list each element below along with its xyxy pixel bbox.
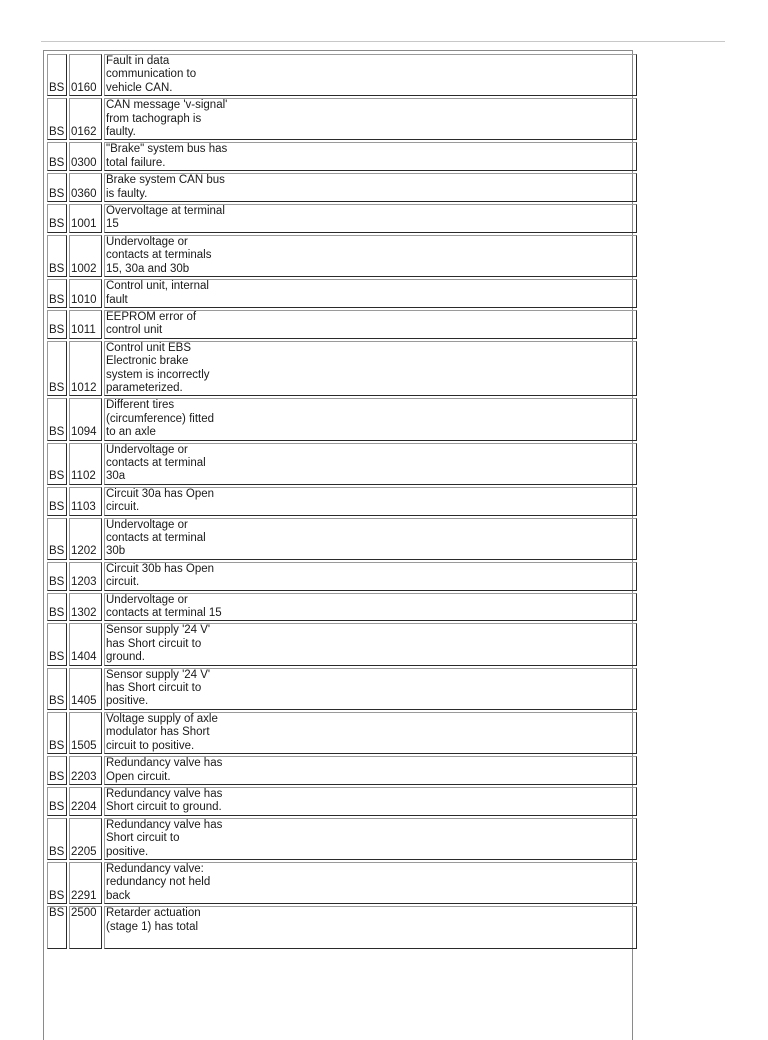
- code-cell: 1405: [69, 668, 102, 710]
- table-row: [47, 235, 637, 277]
- system-cell: BS: [47, 98, 67, 140]
- system-cell: BS: [47, 906, 67, 949]
- system-cell: BS: [47, 398, 67, 440]
- table-row: [47, 173, 637, 202]
- description-cell: Control unit EBS Electronic brake system is incorrectly parameterized.: [104, 341, 637, 397]
- system-cell: BS: [47, 862, 67, 904]
- page-top-divider: [41, 41, 725, 42]
- table-row: [47, 756, 637, 785]
- description-cell: Sensor supply '24 V' has Short circuit to ground.: [104, 623, 637, 665]
- fault-code-table: [45, 52, 639, 951]
- system-cell: BS: [47, 54, 67, 96]
- code-cell: 0160: [69, 54, 102, 96]
- description-cell: EEPROM error of control unit: [104, 310, 637, 339]
- system-cell: BS: [47, 562, 67, 591]
- description-cell: Retarder actuation (stage 1) has total: [104, 906, 637, 949]
- code-cell: 2205: [69, 818, 102, 860]
- code-cell: 1011: [69, 310, 102, 339]
- table-row: [47, 341, 637, 397]
- system-cell: BS: [47, 668, 67, 710]
- system-cell: BS: [47, 787, 67, 816]
- table-row: [47, 142, 637, 171]
- table-row: [47, 54, 637, 96]
- description-cell: Voltage supply of axle modulator has Short circuit to positive.: [104, 712, 637, 754]
- description-cell: Redundancy valve: redundancy not held back: [104, 862, 637, 904]
- description-cell: Redundancy valve has Open circuit.: [104, 756, 637, 785]
- description-cell: Undervoltage or contacts at terminals 15, 30a and 30b: [104, 235, 637, 277]
- code-cell: 1012: [69, 341, 102, 397]
- system-cell: BS: [47, 204, 67, 233]
- table-row: [47, 310, 637, 339]
- table-row: [47, 443, 637, 485]
- table-row: [47, 98, 637, 140]
- code-cell: 0162: [69, 98, 102, 140]
- system-cell: BS: [47, 818, 67, 860]
- code-cell: 2204: [69, 787, 102, 816]
- table-row: [47, 712, 637, 754]
- code-cell: 1010: [69, 279, 102, 308]
- description-cell: Undervoltage or contacts at terminal 15: [104, 593, 637, 622]
- code-cell: 2500: [69, 906, 102, 949]
- table-row: [47, 818, 637, 860]
- system-cell: BS: [47, 142, 67, 171]
- system-cell: BS: [47, 310, 67, 339]
- system-cell: BS: [47, 756, 67, 785]
- system-cell: BS: [47, 173, 67, 202]
- system-cell: BS: [47, 235, 67, 277]
- table-row: [47, 398, 637, 440]
- code-cell: 1505: [69, 712, 102, 754]
- system-cell: BS: [47, 487, 67, 516]
- description-cell: Redundancy valve has Short circuit to ground.: [104, 787, 637, 816]
- description-cell: Overvoltage at terminal 15: [104, 204, 637, 233]
- description-cell: Different tires (circumference) fitted to an axle: [104, 398, 637, 440]
- table-row: [47, 787, 637, 816]
- table-row: [47, 593, 637, 622]
- code-cell: 2203: [69, 756, 102, 785]
- description-cell: Brake system CAN bus is faulty.: [104, 173, 637, 202]
- table-row: [47, 487, 637, 516]
- description-cell: Fault in data communication to vehicle CAN.: [104, 54, 637, 96]
- code-cell: 1103: [69, 487, 102, 516]
- system-cell: BS: [47, 623, 67, 665]
- description-cell: Undervoltage or contacts at terminal 30b: [104, 518, 637, 560]
- code-cell: 1002: [69, 235, 102, 277]
- table-row: [47, 668, 637, 710]
- system-cell: BS: [47, 593, 67, 622]
- system-cell: BS: [47, 712, 67, 754]
- description-cell: Control unit, internal fault: [104, 279, 637, 308]
- table-row: [47, 862, 637, 904]
- code-cell: 2291: [69, 862, 102, 904]
- code-cell: 1094: [69, 398, 102, 440]
- system-cell: BS: [47, 518, 67, 560]
- system-cell: BS: [47, 279, 67, 308]
- code-cell: 1404: [69, 623, 102, 665]
- table-row: [47, 204, 637, 233]
- description-cell: Redundancy valve has Short circuit to positive.: [104, 818, 637, 860]
- code-cell: 0300: [69, 142, 102, 171]
- code-cell: 0360: [69, 173, 102, 202]
- description-cell: Sensor supply '24 V' has Short circuit to positive.: [104, 668, 637, 710]
- table-row: [47, 562, 637, 591]
- table-row: [47, 279, 637, 308]
- table-row: [47, 906, 637, 949]
- system-cell: BS: [47, 443, 67, 485]
- description-cell: Undervoltage or contacts at terminal 30a: [104, 443, 637, 485]
- code-cell: 1202: [69, 518, 102, 560]
- system-cell: BS: [47, 341, 67, 397]
- description-cell: CAN message 'v-signal' from tachograph is faulty.: [104, 98, 637, 140]
- table-row: [47, 623, 637, 665]
- description-cell: Circuit 30a has Open circuit.: [104, 487, 637, 516]
- description-cell: "Brake" system bus has total failure.: [104, 142, 637, 171]
- code-cell: 1001: [69, 204, 102, 233]
- description-cell: Circuit 30b has Open circuit.: [104, 562, 637, 591]
- table-row: [47, 518, 637, 560]
- code-cell: 1203: [69, 562, 102, 591]
- code-cell: 1102: [69, 443, 102, 485]
- code-cell: 1302: [69, 593, 102, 622]
